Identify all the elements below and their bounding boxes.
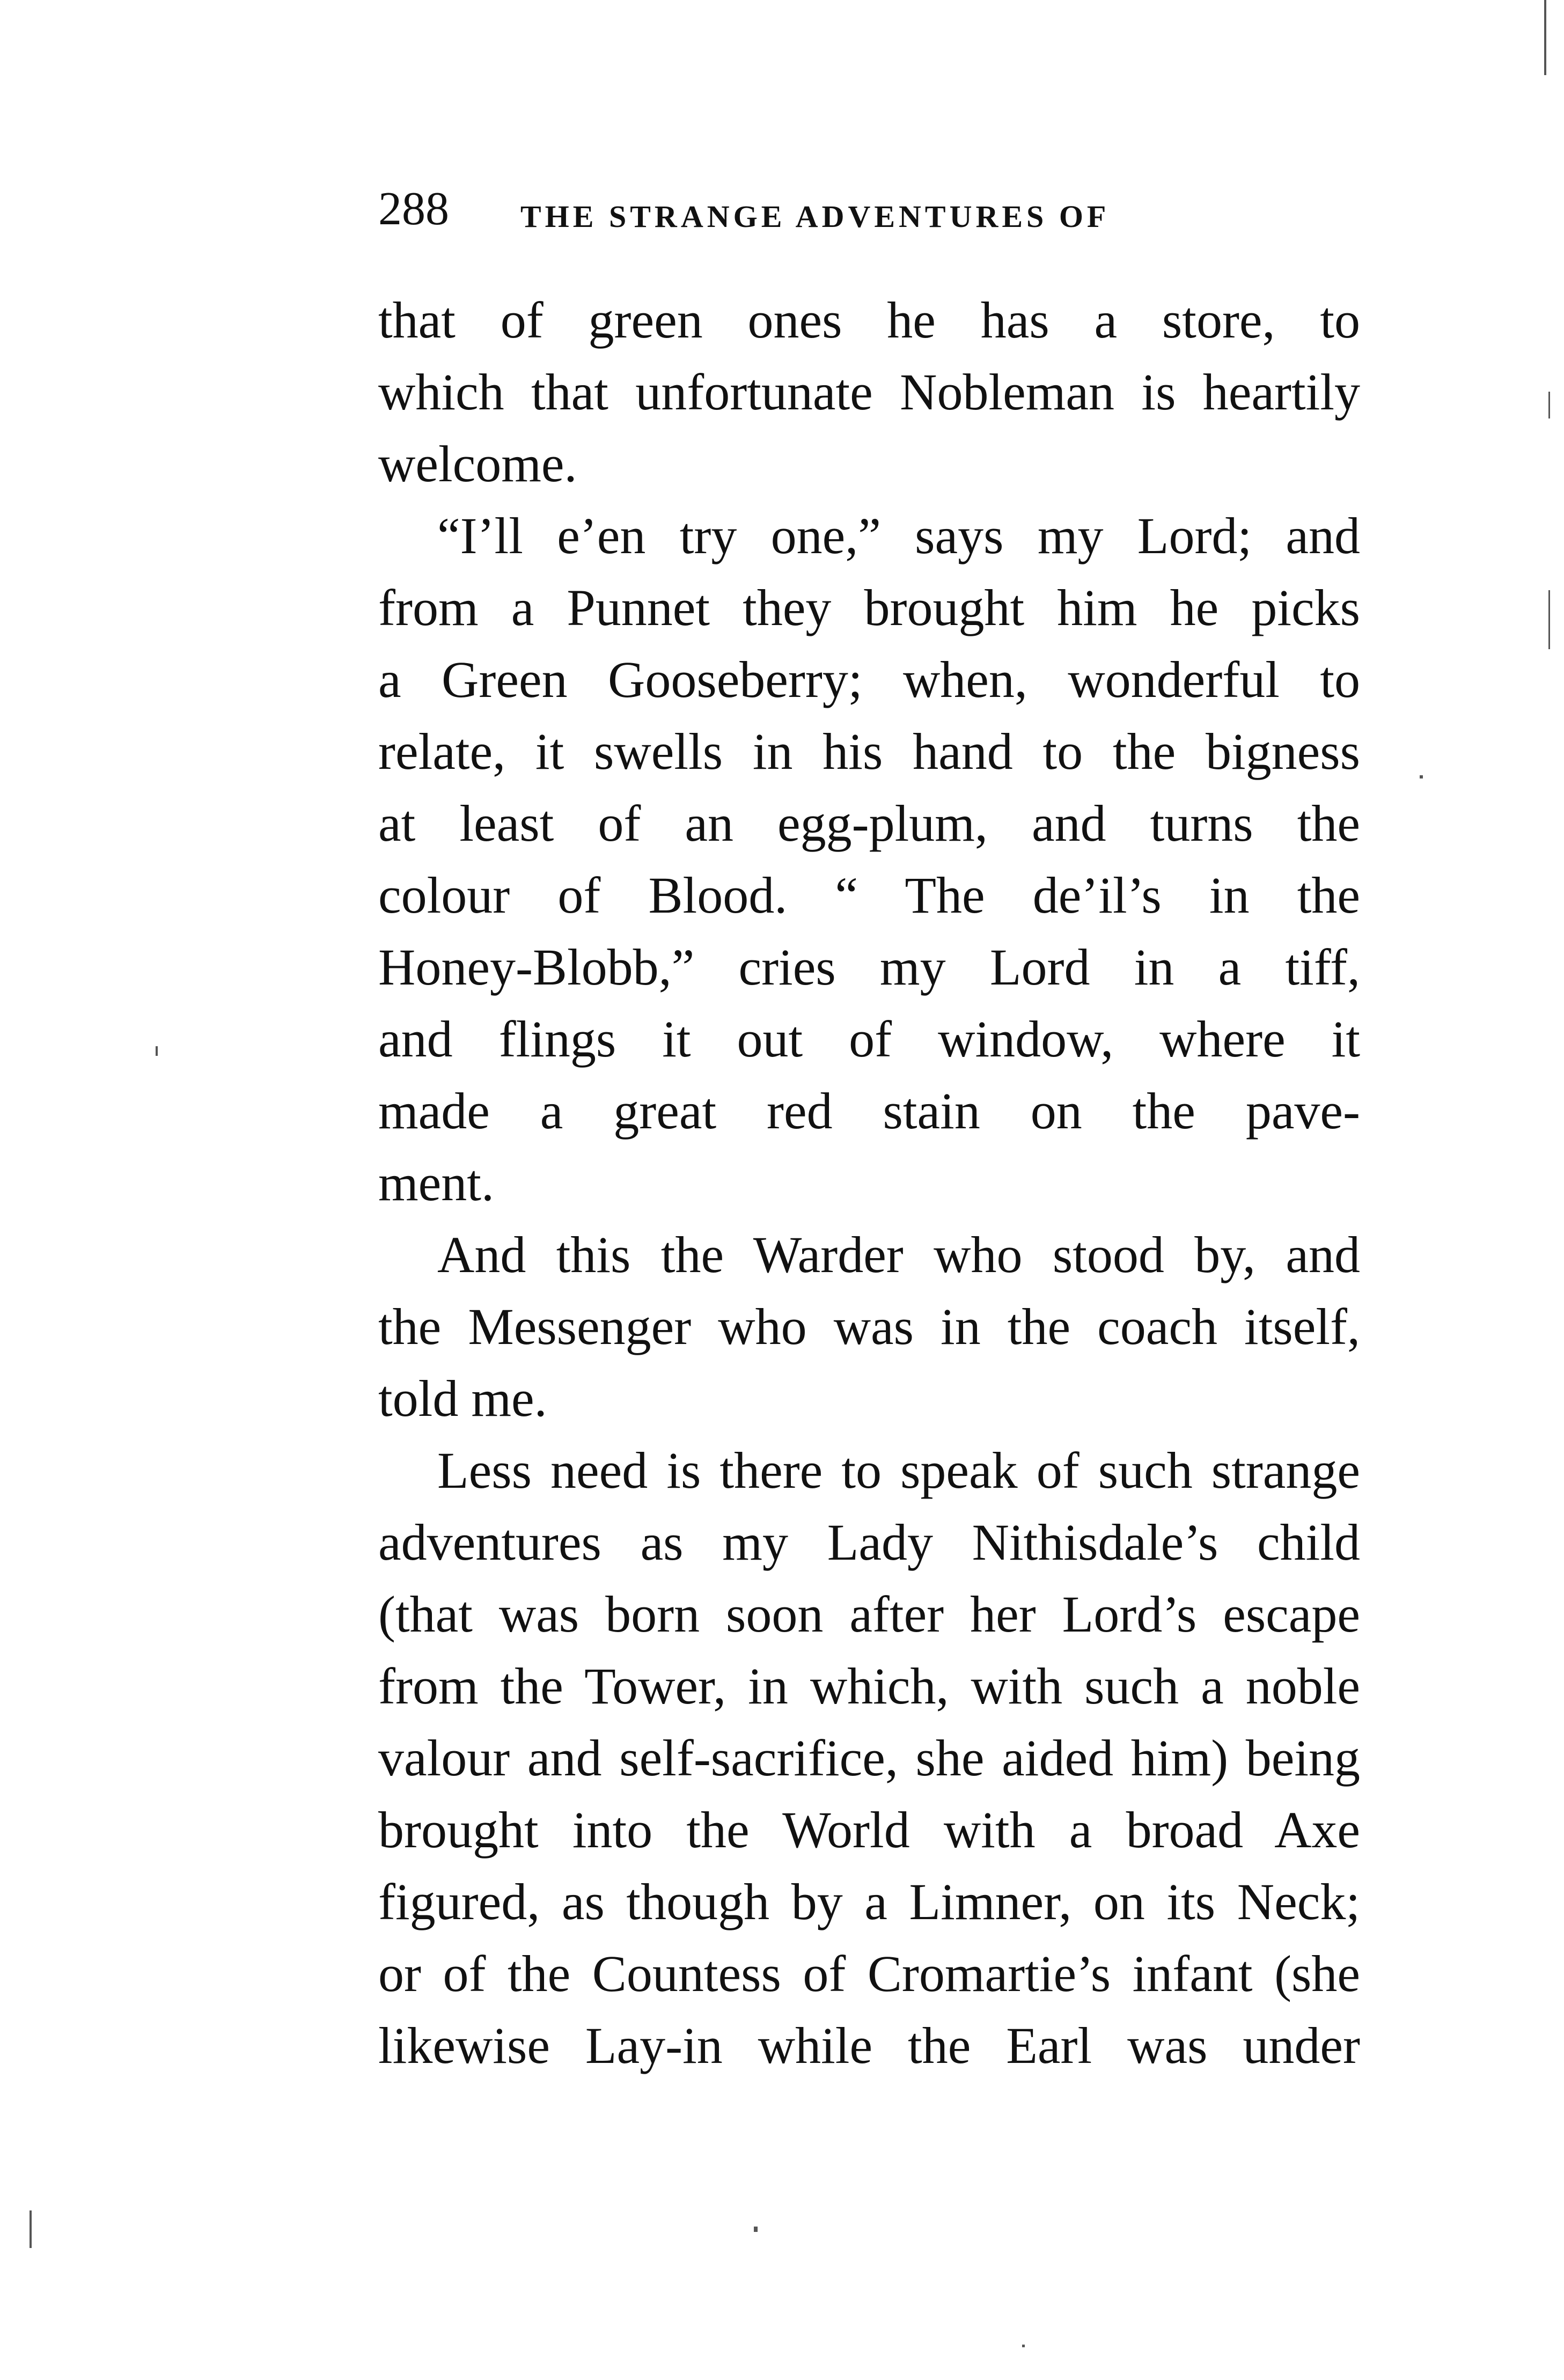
text-line: from the Tower, in which, with such a noble xyxy=(378,1657,1360,1715)
text-line: a Green Gooseberry; when, wonderful to xyxy=(378,651,1360,708)
body-text xyxy=(378,284,1360,2082)
running-head: THE STRANGE ADVENTURES OF xyxy=(520,199,1110,234)
text-line: brought into the World with a broad Axe xyxy=(378,1801,1360,1859)
scan-edge-mark xyxy=(1548,392,1550,418)
text-line: ment. xyxy=(378,1154,494,1211)
text-line: “I’ll e’en try one,” says my Lord; and xyxy=(437,507,1360,564)
text-line: which that unfortunate Nobleman is heartily xyxy=(378,363,1360,421)
text-line: at least of an egg-plum, and turns the xyxy=(378,795,1360,852)
scan-edge-mark xyxy=(754,2227,758,2232)
page-header xyxy=(378,177,1360,241)
text-line: from a Punnet they brought him he picks xyxy=(378,579,1360,636)
text-line: relate, it swells in his hand to the bigness xyxy=(378,723,1360,780)
scan-edge-mark xyxy=(1022,2345,1025,2347)
text-line: Honey-Blobb,” cries my Lord in a tiff, xyxy=(378,938,1360,996)
scan-edge-mark xyxy=(30,2210,32,2248)
text-line: welcome. xyxy=(378,435,577,493)
text-line: Less need is there to speak of such strange xyxy=(437,1442,1360,1499)
text-line: figured, as though by a Limner, on its Neck; xyxy=(378,1873,1360,1930)
scan-edge-mark xyxy=(1548,590,1550,649)
page-number: 288 xyxy=(378,183,449,235)
text-line: likewise Lay-in while the Earl was under xyxy=(378,2017,1360,2074)
text-line: told me. xyxy=(378,1370,547,1427)
text-line: the Messenger who was in the coach itself, xyxy=(378,1298,1360,1355)
scan-edge-mark xyxy=(1544,0,1546,75)
text-line: or of the Countess of Cromartie’s infant (she xyxy=(378,1945,1360,2002)
text-line: made a great red stain on the pave- xyxy=(378,1082,1360,1140)
text-line: that of green ones he has a store, to xyxy=(378,291,1360,349)
text-line: adventures as my Lady Nithisdale’s child xyxy=(378,1514,1360,1571)
text-line: colour of Blood. “ The de’il’s in the xyxy=(378,866,1360,924)
text-line: valour and self-sacrifice, she aided him) being xyxy=(378,1729,1360,1787)
text-line: (that was born soon after her Lord’s escape xyxy=(378,1585,1360,1643)
scan-edge-mark xyxy=(1420,775,1423,778)
scan-edge-mark xyxy=(156,1046,158,1056)
text-line: And this the Warder who stood by, and xyxy=(437,1226,1360,1283)
text-line: and flings it out of window, where it xyxy=(378,1010,1360,1068)
